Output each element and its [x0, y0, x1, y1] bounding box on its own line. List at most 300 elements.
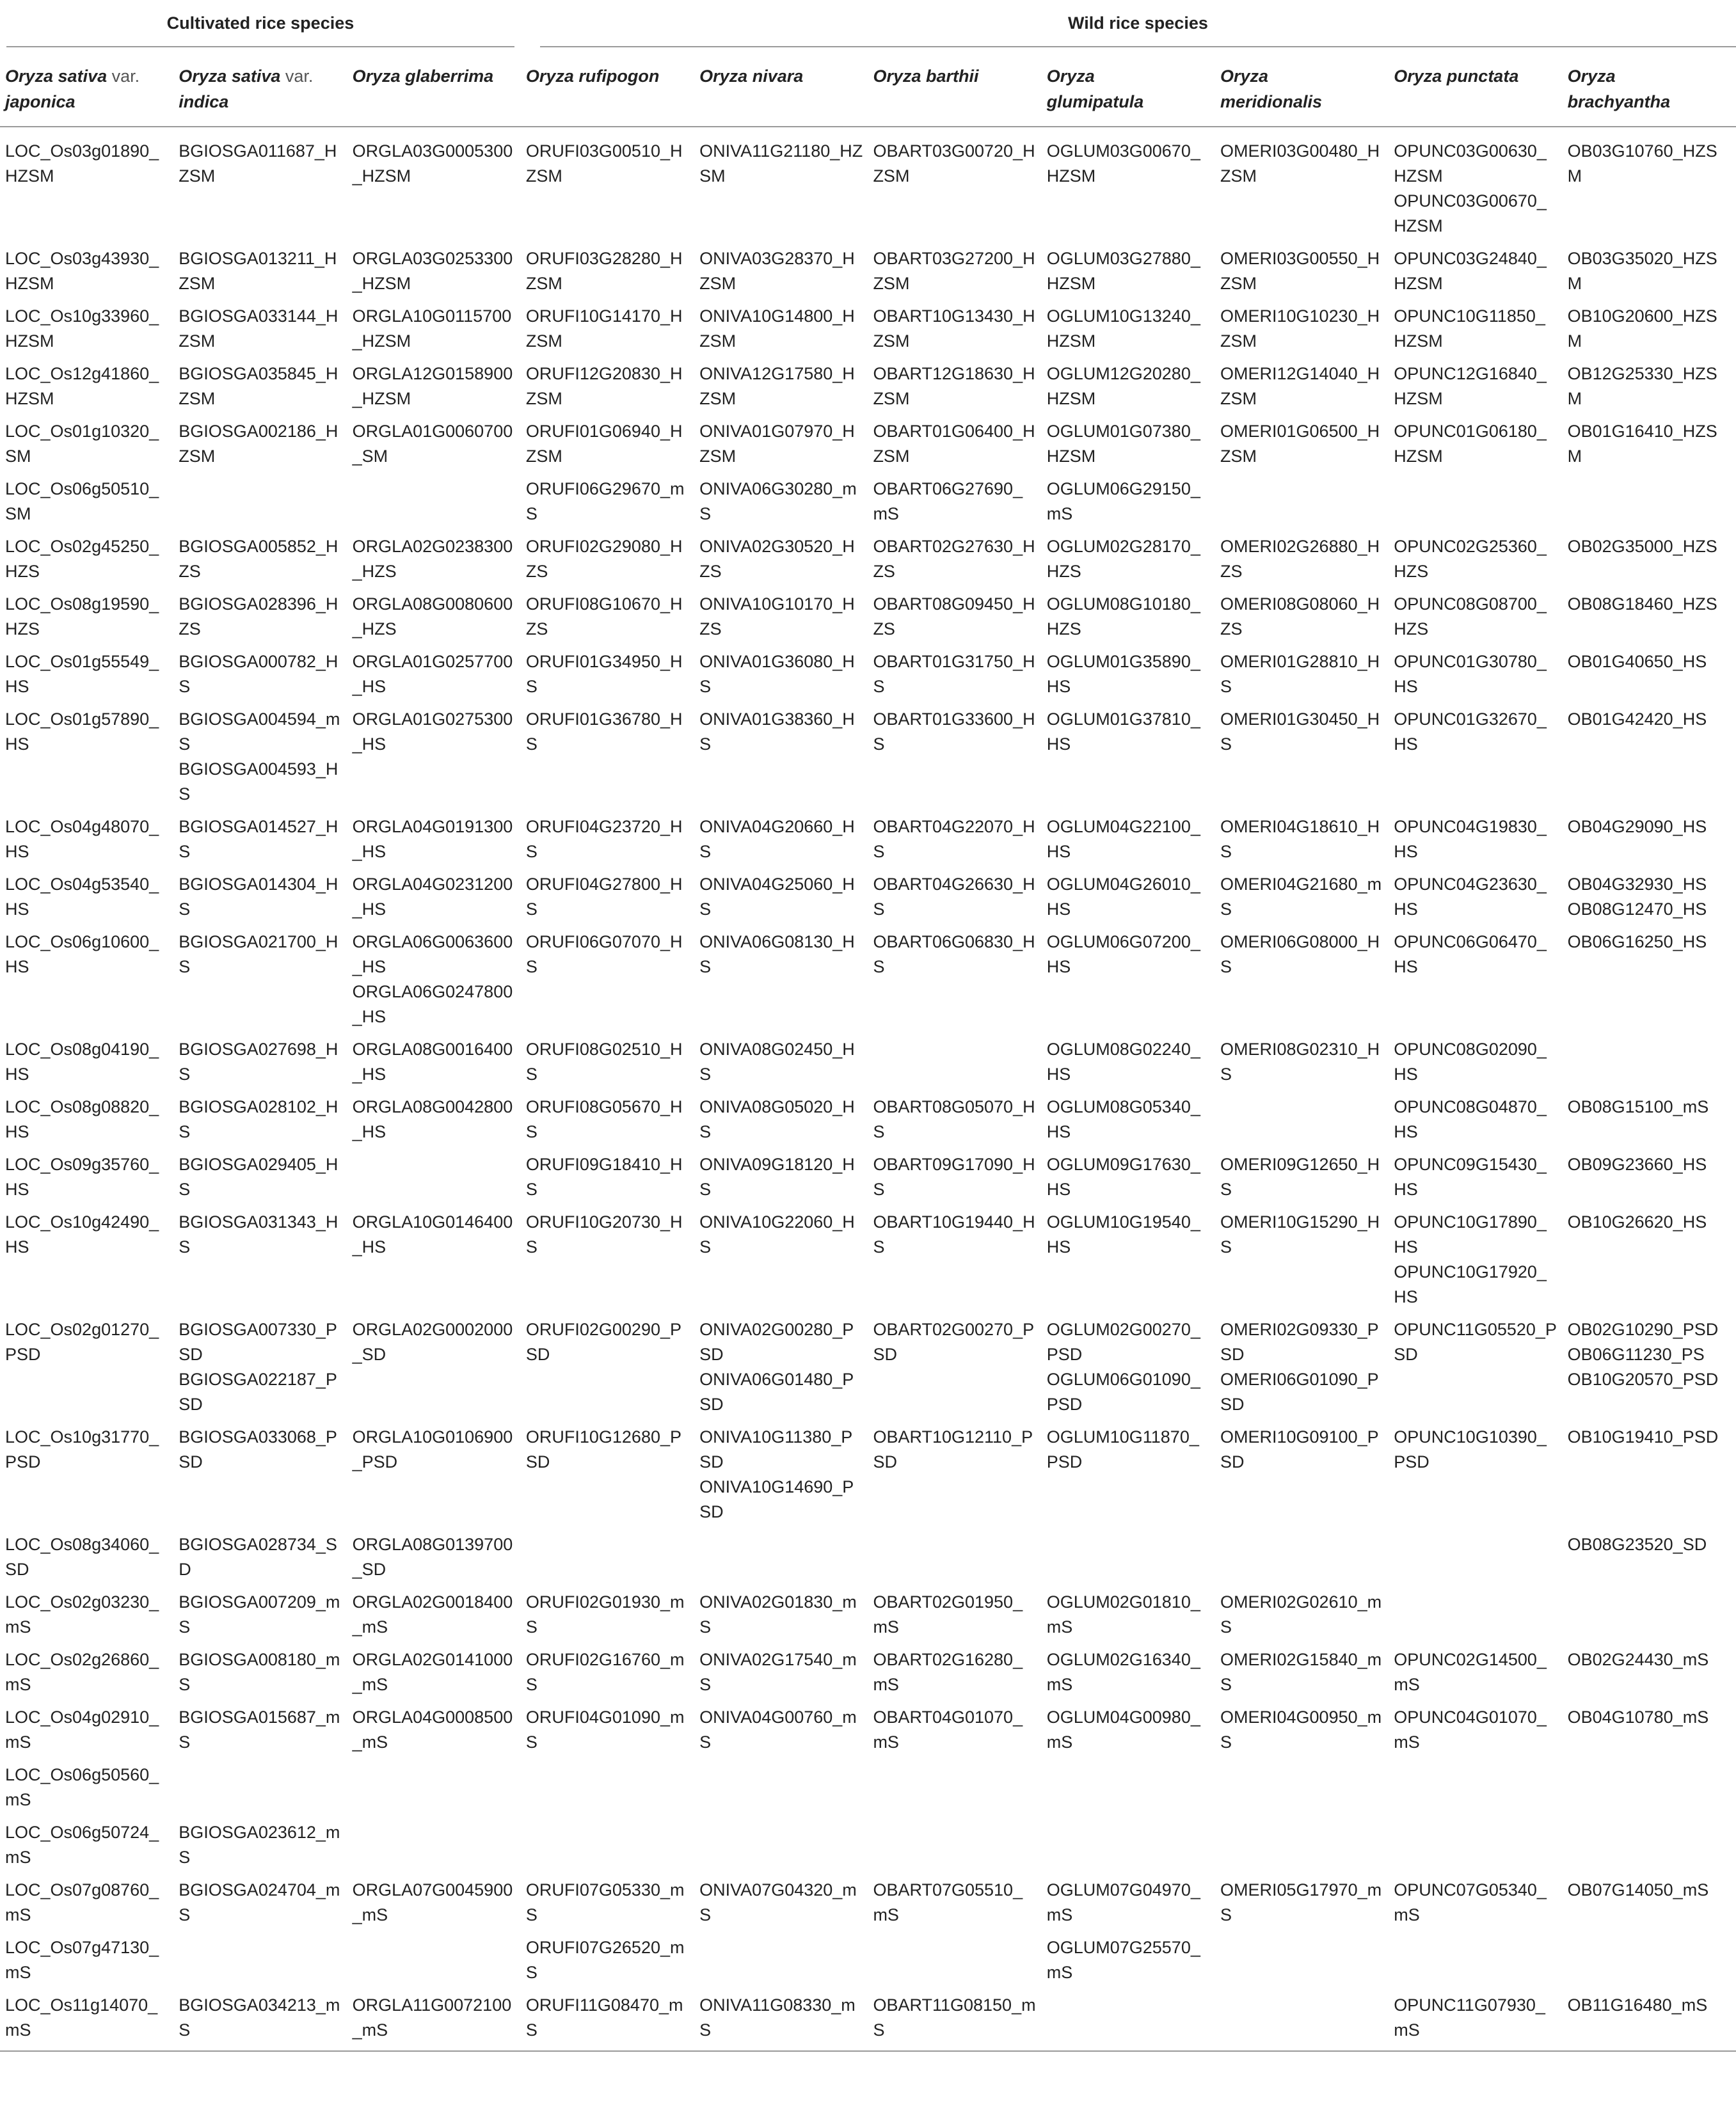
- gene-id: OMERI02G02610_mS: [1220, 1592, 1382, 1637]
- table-cell: [521, 589, 694, 647]
- table-row: [0, 927, 1736, 1035]
- gene-id: BGIOSGA011687_HZSM: [179, 141, 337, 186]
- gene-id: ORGLA02G0141000_mS: [352, 1650, 513, 1694]
- table-cell: [694, 532, 868, 589]
- table-cell: [694, 647, 868, 704]
- gene-id: LOC_Os11g14070_mS: [5, 1995, 158, 2040]
- gene-id: LOC_Os04g53540_HS: [5, 875, 159, 919]
- table-cell: [1042, 1315, 1215, 1422]
- table-cell: [868, 1818, 1041, 1875]
- gene-id: OBART04G22070_HS: [873, 817, 1035, 861]
- gene-id: OGLUM06G01090_PSD: [1046, 1370, 1200, 1414]
- gene-id: ORGLA08G0016400_HS: [352, 1040, 513, 1084]
- table-cell: [173, 1587, 347, 1645]
- gene-id: ONIVA01G07970_HZSM: [699, 422, 855, 466]
- gene-id: OMERI02G15840_mS: [1220, 1650, 1382, 1694]
- table-cell: [173, 1207, 347, 1315]
- gene-id: OMERI02G09330_PSD: [1220, 1320, 1379, 1364]
- species-header: [1215, 49, 1389, 127]
- table-cell: [521, 1150, 694, 1207]
- gene-id: OPUNC11G07930_mS: [1394, 1995, 1545, 2040]
- table-cell: [173, 589, 347, 647]
- table-cell: [347, 1315, 521, 1422]
- table-cell: [868, 1933, 1041, 1990]
- table-cell: [347, 812, 521, 869]
- table-cell: [521, 532, 694, 589]
- gene-id: OGLUM02G16340_mS: [1046, 1650, 1200, 1694]
- gene-id: BGIOSGA002186_HZSM: [179, 422, 338, 466]
- gene-id: OBART02G16280_mS: [873, 1650, 1023, 1694]
- table-cell: [868, 927, 1041, 1035]
- gene-id: OPUNC12G16840_HZSM: [1394, 364, 1547, 408]
- gene-id: ONIVA01G36080_HS: [699, 652, 855, 696]
- table-cell: [868, 1587, 1041, 1645]
- gene-id: LOC_Os02g45250_HZS: [5, 537, 159, 581]
- table-cell: [173, 1092, 347, 1150]
- gene-id: LOC_Os02g26860_mS: [5, 1650, 159, 1694]
- table-cell: [347, 1875, 521, 1933]
- gene-id: ONIVA10G10170_HZS: [699, 594, 855, 638]
- table-cell: [1215, 301, 1389, 359]
- table-cell: [1389, 1933, 1562, 1990]
- gene-id: OMERI10G10230_HZSM: [1220, 306, 1380, 351]
- gene-id: OPUNC07G05340_mS: [1394, 1880, 1547, 1924]
- table-cell: [1042, 1818, 1215, 1875]
- gene-id: BGIOSGA031343_HS: [179, 1212, 338, 1257]
- table-cell: [1563, 927, 1736, 1035]
- table-cell: [868, 359, 1041, 416]
- table-cell: [868, 869, 1041, 927]
- table-cell: [521, 1818, 694, 1875]
- gene-id: OPUNC01G06180_HZSM: [1394, 422, 1547, 466]
- gene-id: OB10G19410_PSD: [1567, 1427, 1719, 1447]
- table-cell: [694, 704, 868, 812]
- gene-id: OMERI06G01090_PSD: [1220, 1370, 1379, 1414]
- table-cell: [1215, 244, 1389, 301]
- table-cell: [1215, 1702, 1389, 1760]
- gene-id: OBART09G17090_HS: [873, 1155, 1035, 1199]
- gene-id: ORUFI07G26520_mS: [525, 1938, 685, 1982]
- table-cell: [0, 359, 173, 416]
- table-cell: [173, 532, 347, 589]
- gene-id: ORUFI10G14170_HZSM: [525, 306, 683, 351]
- table-cell: [1563, 1702, 1736, 1760]
- table-cell: [0, 927, 173, 1035]
- table-cell: [1389, 1587, 1562, 1645]
- gene-id: ORUFI10G12680_PSD: [525, 1427, 682, 1471]
- gene-id: OPUNC11G05520_PSD: [1394, 1320, 1557, 1364]
- table-cell: [347, 704, 521, 812]
- table-cell: [0, 812, 173, 869]
- table-cell: [1042, 869, 1215, 927]
- table-cell: [1563, 869, 1736, 927]
- table-cell: [347, 869, 521, 927]
- table-cell: [1215, 1933, 1389, 1990]
- gene-id: BGIOSGA028396_HZS: [179, 594, 338, 638]
- gene-id: OGLUM03G27880_HZSM: [1046, 249, 1200, 293]
- table-cell: [1389, 1150, 1562, 1207]
- table-cell: [694, 301, 868, 359]
- table-cell: [173, 1035, 347, 1092]
- species-name: Oryza glaberrima: [352, 67, 494, 86]
- table-cell: [1215, 704, 1389, 812]
- gene-id: BGIOSGA004594_mS: [179, 710, 340, 754]
- table-cell: [694, 1530, 868, 1587]
- table-cell: [1042, 1422, 1215, 1530]
- table-cell: [173, 812, 347, 869]
- table-cell: [1563, 359, 1736, 416]
- table-row: [0, 869, 1736, 927]
- gene-id: OB11G16480_mS: [1567, 1995, 1708, 2015]
- table-cell: [1563, 474, 1736, 532]
- table-cell: [1042, 1933, 1215, 1990]
- gene-id: OPUNC04G19830_HS: [1394, 817, 1547, 861]
- table-row: [0, 1990, 1736, 2051]
- table-cell: [521, 127, 694, 244]
- gene-id: ORGLA06G0247800_HS: [352, 982, 513, 1026]
- table-cell: [868, 1702, 1041, 1760]
- table-cell: [521, 1035, 694, 1092]
- table-cell: [1042, 301, 1215, 359]
- gene-id: ORGLA02G0002000_SD: [352, 1320, 513, 1364]
- table-cell: [1389, 1035, 1562, 1092]
- gene-id: OPUNC03G00670_HZSM: [1394, 191, 1547, 235]
- table-cell: [1215, 1422, 1389, 1530]
- gene-id: ONIVA02G01830_mS: [699, 1592, 857, 1637]
- gene-id: ORUFI08G05670_HS: [525, 1097, 683, 1141]
- table-cell: [521, 1587, 694, 1645]
- gene-id: OMERI06G08000_HS: [1220, 932, 1380, 976]
- gene-id: ONIVA06G08130_HS: [699, 932, 855, 976]
- table-row: [0, 704, 1736, 812]
- gene-id: OMERI09G12650_HS: [1220, 1155, 1380, 1199]
- species-header: [868, 49, 1041, 127]
- gene-id: OGLUM06G29150_mS: [1046, 479, 1200, 523]
- gene-id: OBART08G09450_HZS: [873, 594, 1035, 638]
- gene-id: OBART04G26630_HS: [873, 875, 1035, 919]
- gene-id: OB09G23660_HS: [1567, 1155, 1707, 1174]
- table-cell: [521, 301, 694, 359]
- gene-id: OPUNC03G00630_HZSM: [1394, 141, 1547, 186]
- table-cell: [1215, 1990, 1389, 2051]
- gene-id: ONIVA04G00760_mS: [699, 1708, 857, 1752]
- gene-id: OB10G20570_PSD: [1567, 1370, 1719, 1389]
- species-name-line2: glumipatula: [1046, 92, 1144, 111]
- gene-id: ORUFI01G06940_HZSM: [525, 422, 683, 466]
- gene-id: OB02G24430_mS: [1567, 1650, 1709, 1669]
- table-cell: [173, 647, 347, 704]
- table-cell: [1389, 416, 1562, 474]
- table-cell: [0, 1702, 173, 1760]
- gene-id: ORGLA08G0042800_HS: [352, 1097, 513, 1141]
- gene-id: OB10G26620_HS: [1567, 1212, 1707, 1232]
- gene-id: OMERI01G06500_HZSM: [1220, 422, 1380, 466]
- species-name: Oryza sativa: [179, 67, 281, 86]
- gene-id: OGLUM03G00670_HZSM: [1046, 141, 1200, 186]
- table-cell: [0, 1035, 173, 1092]
- gene-id: ORGLA07G0045900_mS: [352, 1880, 513, 1924]
- table-cell: [1389, 1422, 1562, 1530]
- gene-id: ORUFI12G20830_HZSM: [525, 364, 683, 408]
- gene-id: ONIVA07G04320_mS: [699, 1880, 857, 1924]
- table-cell: [868, 474, 1041, 532]
- table-cell: [868, 127, 1041, 244]
- table-cell: [1389, 1207, 1562, 1315]
- species-name: Oryza barthii: [873, 67, 979, 86]
- table-cell: [0, 1760, 173, 1818]
- table-cell: [521, 474, 694, 532]
- gene-id: LOC_Os03g01890_HZSM: [5, 141, 159, 186]
- gene-id: OGLUM02G01810_mS: [1046, 1592, 1200, 1637]
- table-cell: [1042, 1530, 1215, 1587]
- gene-id: OBART02G01950_mS: [873, 1592, 1023, 1637]
- table-cell: [347, 1587, 521, 1645]
- table-cell: [347, 359, 521, 416]
- species-header: [1563, 49, 1736, 127]
- table-cell: [0, 1422, 173, 1530]
- table-cell: [0, 1933, 173, 1990]
- species-name: Oryza nivara: [699, 67, 804, 86]
- table-cell: [347, 127, 521, 244]
- gene-id: OB08G18460_HZS: [1567, 594, 1717, 614]
- table-cell: [173, 869, 347, 927]
- table-cell: [1215, 1760, 1389, 1818]
- table-cell: [1215, 1092, 1389, 1150]
- table-cell: [1563, 1315, 1736, 1422]
- table-cell: [1215, 647, 1389, 704]
- table-cell: [347, 532, 521, 589]
- table-cell: [173, 1315, 347, 1422]
- table-row: [0, 301, 1736, 359]
- gene-id: OBART12G18630_HZSM: [873, 364, 1035, 408]
- table-row: [0, 474, 1736, 532]
- gene-id: ORGLA10G0146400_HS: [352, 1212, 513, 1257]
- table-cell: [1215, 416, 1389, 474]
- gene-id: ORGLA06G0063600_HS: [352, 932, 513, 976]
- table-row: [0, 1422, 1736, 1530]
- table-cell: [347, 927, 521, 1035]
- table-cell: [173, 1150, 347, 1207]
- table-cell: [347, 647, 521, 704]
- table-row: [0, 1933, 1736, 1990]
- table-row: [0, 1818, 1736, 1875]
- table-cell: [1563, 532, 1736, 589]
- gene-id: OBART10G12110_PSD: [873, 1427, 1033, 1471]
- gene-id: OB04G29090_HS: [1567, 817, 1707, 836]
- gene-id: OBART11G08150_mS: [873, 1995, 1036, 2040]
- table-cell: [694, 474, 868, 532]
- gene-id: ONIVA06G30280_mS: [699, 479, 857, 523]
- species-name: Oryza: [1046, 67, 1095, 86]
- gene-id: OPUNC08G02090_HS: [1394, 1040, 1547, 1084]
- table-cell: [1563, 1530, 1736, 1587]
- gene-id: OPUNC10G17890_HS: [1394, 1212, 1547, 1257]
- table-cell: [521, 927, 694, 1035]
- group-header-wild: [521, 0, 1736, 49]
- gene-id: OMERI12G14040_HZSM: [1220, 364, 1380, 408]
- gene-id: ORGLA12G0158900_HZSM: [352, 364, 513, 408]
- species-name: Oryza: [1220, 67, 1269, 86]
- species-header: [347, 49, 521, 127]
- gene-id: OGLUM10G19540_HS: [1046, 1212, 1200, 1257]
- gene-id: ONIVA02G00280_PSD: [699, 1320, 854, 1364]
- gene-id: OBART01G31750_HS: [873, 652, 1035, 696]
- gene-id: ORGLA04G0231200_HS: [352, 875, 513, 919]
- table-cell: [694, 1207, 868, 1315]
- gene-id: ORUFI02G29080_HZS: [525, 537, 683, 581]
- table-cell: [1042, 474, 1215, 532]
- gene-id: OGLUM01G37810_HS: [1046, 710, 1200, 754]
- table-cell: [0, 704, 173, 812]
- gene-id: OMERI08G02310_HS: [1220, 1040, 1380, 1084]
- gene-id: ONIVA11G08330_mS: [699, 1995, 856, 2040]
- gene-id: BGIOSGA004593_HS: [179, 759, 338, 804]
- gene-id: BGIOSGA035845_HZSM: [179, 364, 338, 408]
- gene-id: BGIOSGA015687_mS: [179, 1708, 340, 1752]
- gene-id: OBART02G00270_PSD: [873, 1320, 1035, 1364]
- gene-id: OMERI04G18610_HS: [1220, 817, 1380, 861]
- table-cell: [1215, 532, 1389, 589]
- gene-id: OGLUM07G04970_mS: [1046, 1880, 1200, 1924]
- table-row: [0, 1645, 1736, 1702]
- gene-id: OPUNC08G04870_HS: [1394, 1097, 1547, 1141]
- table-row: [0, 1760, 1736, 1818]
- gene-id: LOC_Os03g43930_HZSM: [5, 249, 159, 293]
- gene-id: ORGLA01G0060700_SM: [352, 422, 513, 466]
- table-cell: [173, 1933, 347, 1990]
- gene-id: BGIOSGA007209_mS: [179, 1592, 340, 1637]
- table-cell: [1389, 1315, 1562, 1422]
- table-cell: [347, 1207, 521, 1315]
- species-name-line2: indica: [179, 92, 229, 111]
- table-cell: [173, 301, 347, 359]
- table-cell: [1215, 869, 1389, 927]
- gene-id: OBART10G19440_HS: [873, 1212, 1035, 1257]
- gene-id: ONIVA10G11380_PSD: [699, 1427, 853, 1471]
- table-cell: [1563, 1207, 1736, 1315]
- table-cell: [1389, 812, 1562, 869]
- gene-id: ORUFI01G36780_HS: [525, 710, 683, 754]
- table-cell: [868, 1092, 1041, 1150]
- gene-id: BGIOSGA033144_HZSM: [179, 306, 338, 351]
- table-cell: [1215, 1315, 1389, 1422]
- gene-id: OGLUM10G11870_PSD: [1046, 1427, 1199, 1471]
- table-cell: [1563, 589, 1736, 647]
- group-header-row: [0, 0, 1736, 49]
- gene-id: OMERI01G28810_HS: [1220, 652, 1380, 696]
- gene-id: BGIOSGA027698_HS: [179, 1040, 338, 1084]
- table-cell: [868, 1875, 1041, 1933]
- gene-id: OPUNC01G30780_HS: [1394, 652, 1547, 696]
- table-cell: [1042, 1035, 1215, 1092]
- cultivated-label: Cultivated rice species: [6, 2, 514, 47]
- gene-id: ORUFI04G01090_mS: [525, 1708, 685, 1752]
- table-cell: [694, 127, 868, 244]
- table-cell: [694, 927, 868, 1035]
- gene-id: OGLUM08G05340_HS: [1046, 1097, 1200, 1141]
- gene-id: BGIOSGA029405_HS: [179, 1155, 338, 1199]
- gene-id: OBART04G01070_mS: [873, 1708, 1023, 1752]
- gene-id: OB01G42420_HS: [1567, 710, 1707, 729]
- gene-id: LOC_Os08g19590_HZS: [5, 594, 159, 638]
- species-name-line2: japonica: [5, 92, 76, 111]
- gene-id: LOC_Os07g47130_mS: [5, 1938, 159, 1982]
- table-cell: [1042, 1875, 1215, 1933]
- wild-label: Wild rice species: [540, 2, 1736, 47]
- table-cell: [521, 244, 694, 301]
- table-row: [0, 1530, 1736, 1587]
- gene-id: ORGLA04G0008500_mS: [352, 1708, 513, 1752]
- gene-id: BGIOSGA028102_HS: [179, 1097, 338, 1141]
- table-cell: [347, 1530, 521, 1587]
- table-cell: [1389, 1530, 1562, 1587]
- table-cell: [694, 1150, 868, 1207]
- gene-id: OB07G14050_mS: [1567, 1880, 1709, 1899]
- table-cell: [173, 359, 347, 416]
- gene-id: LOC_Os01g55549_HS: [5, 652, 159, 696]
- gene-id: ORUFI02G00290_PSD: [525, 1320, 682, 1364]
- gene-id: OB08G12470_HS: [1567, 900, 1707, 919]
- gene-id: OGLUM10G13240_HZSM: [1046, 306, 1200, 351]
- table-cell: [868, 589, 1041, 647]
- table-cell: [1215, 474, 1389, 532]
- table-cell: [521, 647, 694, 704]
- gene-id: OPUNC02G14500_mS: [1394, 1650, 1547, 1694]
- table-cell: [347, 1990, 521, 2051]
- gene-id: ORUFI10G20730_HS: [525, 1212, 683, 1257]
- table-cell: [1389, 869, 1562, 927]
- table-cell: [347, 301, 521, 359]
- table-cell: [0, 1818, 173, 1875]
- gene-id: LOC_Os06g50510_SM: [5, 479, 159, 523]
- table-cell: [1389, 1645, 1562, 1702]
- table-cell: [1389, 647, 1562, 704]
- gene-id: OGLUM07G25570_mS: [1046, 1938, 1200, 1982]
- table-cell: [521, 704, 694, 812]
- table-cell: [1563, 1422, 1736, 1530]
- gene-id: OGLUM04G26010_HS: [1046, 875, 1200, 919]
- gene-id: BGIOSGA024704_mS: [179, 1880, 340, 1924]
- table-row: [0, 532, 1736, 589]
- gene-id: OMERI01G30450_HS: [1220, 710, 1380, 754]
- species-name: Oryza rufipogon: [525, 67, 660, 86]
- gene-id: ORGLA03G0005300_HZSM: [352, 141, 513, 186]
- table-row: [0, 359, 1736, 416]
- table-cell: [0, 1315, 173, 1422]
- gene-id: LOC_Os02g01270_PSD: [5, 1320, 159, 1364]
- gene-id: OBART02G27630_HZS: [873, 537, 1035, 581]
- gene-id: BGIOSGA014527_HS: [179, 817, 338, 861]
- table-cell: [868, 1150, 1041, 1207]
- table-cell: [694, 1818, 868, 1875]
- table-cell: [1389, 1092, 1562, 1150]
- table-cell: [0, 1530, 173, 1587]
- table-cell: [173, 1422, 347, 1530]
- table-cell: [1389, 532, 1562, 589]
- table-cell: [0, 1990, 173, 2051]
- gene-id: ORUFI04G27800_HS: [525, 875, 683, 919]
- gene-id: LOC_Os08g34060_SD: [5, 1535, 159, 1579]
- table-cell: [173, 127, 347, 244]
- gene-id: OB02G35000_HZS: [1567, 537, 1717, 556]
- table-cell: [694, 1315, 868, 1422]
- species-suffix: var.: [107, 67, 140, 86]
- gene-id: LOC_Os06g50560_mS: [5, 1765, 159, 1809]
- table-cell: [1215, 1645, 1389, 1702]
- table-cell: [1563, 1875, 1736, 1933]
- table-row: [0, 812, 1736, 869]
- table-cell: [347, 244, 521, 301]
